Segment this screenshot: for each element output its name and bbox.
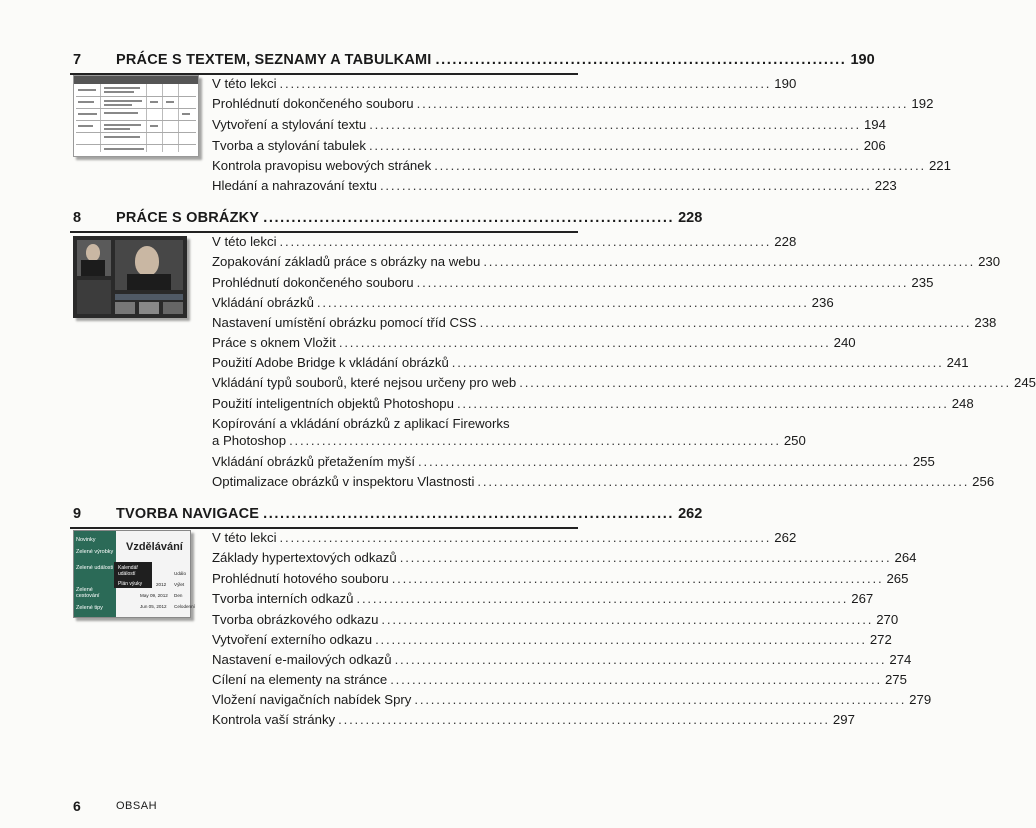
chapter-7-thumbnail	[73, 75, 199, 157]
dot-leader: ..........................................................................................	[414, 692, 907, 707]
chapter-number: 9	[73, 506, 82, 522]
chapter-9-heading	[0, 502, 703, 526]
toc-entry[interactable]: Prohlédnutí dokončeného souboru .......................................................................................... 235	[212, 273, 575, 293]
toc-entry[interactable]: Hledání a nahrazování textu .......................................................................................... 223	[212, 176, 575, 196]
thumb-table-cell: Den	[174, 593, 183, 598]
dot-leader: ..........................................................................................	[399, 550, 892, 565]
dot-leader: ..........................................................................................	[279, 76, 772, 91]
toc-entry-line1[interactable]: Kopírování a vkládání obrázků z aplikací Fireworks	[212, 416, 510, 431]
chapter-title-row	[116, 506, 703, 522]
dot-leader: ..........................................................................................	[416, 275, 909, 290]
thumb-menu-item: Zelené tipy	[76, 605, 103, 611]
toc-entry[interactable]: Vkládání obrázků přetažením myší .......................................................................................... 255	[212, 452, 575, 472]
dot-leader: ..........................................................................................	[338, 335, 831, 350]
dot-leader: ..........................................................................................	[379, 178, 872, 193]
thumb-heading: Vzdělávání	[126, 541, 183, 553]
dot-leader: ..........................................................................................	[391, 571, 884, 586]
thumb-table-cell: Celodenní	[174, 604, 195, 609]
dot-leader: ..........................................................................................	[434, 158, 926, 173]
toc-entry[interactable]: Vkládání obrázků .......................................................................................... 236	[212, 293, 575, 313]
dot-leader: .........................................................................	[263, 506, 675, 522]
dot-leader: ..........................................................................................	[316, 295, 809, 310]
running-footer-label: OBSAH	[116, 800, 158, 812]
toc-entry[interactable]: Tvorba obrázkového odkazu .......................................................................................... 270	[212, 610, 575, 630]
toc-entry[interactable]: a Photoshop .......................................................................................... 250	[212, 431, 575, 451]
dot-leader: ..........................................................................................	[451, 355, 944, 370]
toc-entry[interactable]: Použití Adobe Bridge k vkládání obrázků .......................................................................................... 241	[212, 353, 575, 373]
toc-entry[interactable]: Kontrola pravopisu webových stránek .......................................................................................... 221	[212, 156, 575, 176]
thumb-menu-item: Zelené cestování	[76, 587, 100, 599]
dot-leader: ..........................................................................................	[479, 315, 972, 330]
page-number: 6	[73, 798, 81, 814]
thumb-table-cell: Výlet	[174, 582, 185, 587]
chapter-8-thumbnail	[73, 236, 187, 318]
thumb-table-cell: 2012	[156, 582, 167, 587]
toc-entry[interactable]: V této lekci .......................................................................................... 228	[212, 232, 575, 252]
thumb-table-cell: May 09, 2012	[140, 593, 168, 598]
dot-leader: .........................................................................	[263, 210, 675, 226]
chapter-title: TVORBA NAVIGACE	[116, 506, 260, 522]
chapter-page: 190	[850, 52, 875, 68]
chapter-9-thumbnail	[73, 530, 195, 618]
dot-leader: ..........................................................................................	[369, 117, 861, 132]
dot-leader: ..........................................................................................	[394, 652, 887, 667]
toc-entry[interactable]: Vložení navigačních nabídek Spry .......................................................................................... 279	[212, 690, 575, 710]
toc-entry[interactable]: Práce s oknem Vložit .......................................................................................... 240	[212, 333, 575, 353]
thumb-table-cell: Jun 05, 2012	[140, 604, 167, 609]
dot-leader: ..........................................................................................	[368, 138, 861, 153]
thumb-submenu-item: Kalendář událostí	[118, 565, 139, 577]
toc-entry[interactable]: Prohlédnutí dokončeného souboru .......................................................................................... 192	[212, 94, 575, 114]
dot-leader: ..........................................................................................	[416, 96, 909, 111]
toc-entry[interactable]: Nastavení umístění obrázku pomocí tříd CSS .......................................................................................... 238	[212, 313, 575, 333]
thumb-table-cell: Událo	[174, 571, 187, 576]
dot-leader: .........................................................................	[435, 52, 847, 68]
dot-leader: ..........................................................................................	[381, 612, 874, 627]
toc-entry[interactable]: V této lekci .......................................................................................... 262	[212, 528, 575, 548]
toc-entry[interactable]: V této lekci .......................................................................................... 190	[212, 74, 575, 94]
chapter-number: 7	[73, 52, 82, 68]
toc-entry[interactable]: Nastavení e-mailových odkazů .......................................................................................... 274	[212, 650, 575, 670]
dot-leader: ..........................................................................................	[338, 712, 830, 727]
chapter-title: PRÁCE S OBRÁZKY	[116, 210, 260, 226]
dot-leader: ..........................................................................................	[418, 454, 910, 469]
chapter-title-row	[116, 52, 875, 68]
thumb-submenu-item: Plán výuky	[118, 581, 143, 587]
toc-entry[interactable]: Prohlédnutí hotového souboru .......................................................................................... 265	[212, 569, 575, 589]
thumb-menu-item: Zelené výrobky	[76, 549, 114, 555]
dot-leader: ..........................................................................................	[279, 530, 772, 545]
dot-leader: ..........................................................................................	[279, 234, 772, 249]
dot-leader: ..........................................................................................	[375, 632, 867, 647]
toc-entry[interactable]: Kontrola vaší stránky .......................................................................................... 297	[212, 710, 575, 730]
toc-entry[interactable]: Tvorba a stylování tabulek .......................................................................................... 206	[212, 136, 575, 156]
chapter-8-heading	[0, 206, 703, 230]
chapter-number: 8	[73, 210, 82, 226]
thumb-menu-item: Novinky	[76, 537, 96, 543]
toc-entry[interactable]: Základy hypertextových odkazů .......................................................................................... 264	[212, 548, 575, 568]
toc-entry[interactable]: Optimalizace obrázků v inspektoru Vlastnosti .......................................................................................... 256	[212, 472, 575, 492]
dot-leader: ..........................................................................................	[390, 672, 882, 687]
dot-leader: ..........................................................................................	[356, 591, 849, 606]
chapter-7-heading	[0, 48, 875, 72]
toc-entry[interactable]: Vkládání typů souborů, které nejsou určeny pro web .......................................................................................... 245	[212, 373, 575, 393]
chapter-title-row	[116, 210, 703, 226]
dot-leader: ..........................................................................................	[477, 474, 970, 489]
toc-entry[interactable]: Vytvoření externího odkazu .......................................................................................... 272	[212, 630, 575, 650]
toc-entry[interactable]: Tvorba interních odkazů .......................................................................................... 267	[212, 589, 575, 609]
dot-leader: ..........................................................................................	[289, 433, 781, 448]
dot-leader: ..........................................................................................	[456, 396, 949, 411]
toc-entry[interactable]: Zopakování základů práce s obrázky na webu .......................................................................................... 230	[212, 252, 575, 272]
toc-entry[interactable]: Cílení na elementy na stránce .......................................................................................... 275	[212, 670, 575, 690]
chapter-page: 228	[678, 210, 703, 226]
dot-leader: ..........................................................................................	[519, 375, 1011, 390]
toc-entry[interactable]: Použití inteligentních objektů Photoshopu .......................................................................................... 248	[212, 394, 575, 414]
toc-entry[interactable]: Vytvoření a stylování textu .......................................................................................... 194	[212, 115, 575, 135]
chapter-page: 262	[678, 506, 703, 522]
chapter-title: PRÁCE S TEXTEM, SEZNAMY A TABULKAMI	[116, 52, 432, 68]
thumb-menu-item: Zelené události	[76, 565, 114, 571]
dot-leader: ..........................................................................................	[483, 254, 976, 269]
